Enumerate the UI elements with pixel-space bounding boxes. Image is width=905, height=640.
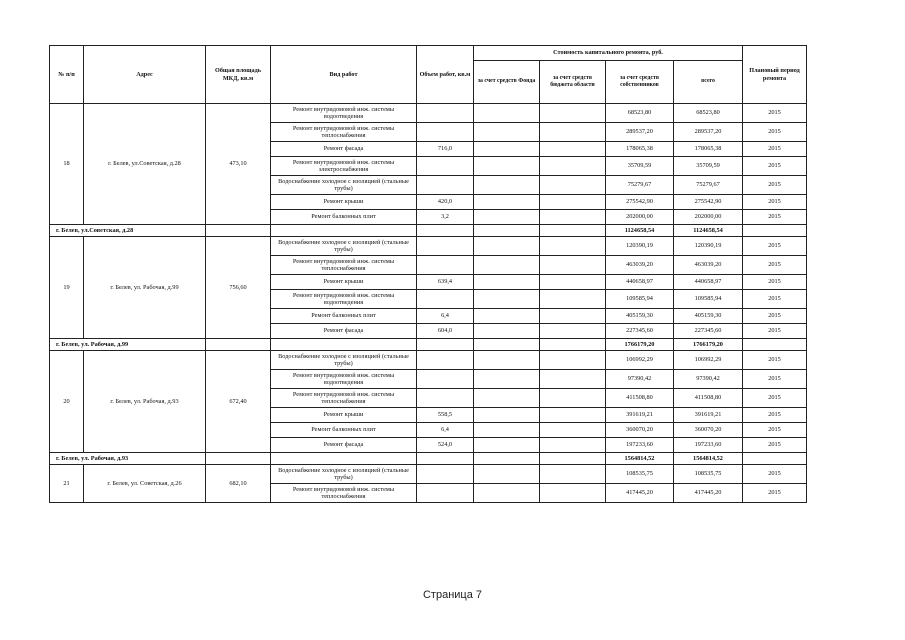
volume-cell <box>417 123 474 142</box>
subtotal-empty <box>474 339 540 351</box>
fund-cell <box>474 195 540 210</box>
subtotal-empty <box>743 225 807 237</box>
subtotal-empty <box>417 339 474 351</box>
total-cell: 197233,60 <box>674 438 743 453</box>
address-cell: г. Белев, ул. Рабочая, д.93 <box>84 351 206 453</box>
fund-cell <box>474 423 540 438</box>
owners-cell: 35709,59 <box>606 157 674 176</box>
budget-cell <box>540 408 606 423</box>
period-cell: 2015 <box>743 351 807 370</box>
owners-cell: 202000,00 <box>606 210 674 225</box>
table-row <box>50 237 807 256</box>
header-volume: Объем работ, кв.м <box>417 46 474 104</box>
volume-cell: 604,0 <box>417 324 474 339</box>
fund-cell <box>474 408 540 423</box>
period-cell: 2015 <box>743 423 807 438</box>
total-cell: 120390,19 <box>674 237 743 256</box>
volume-cell: 639,4 <box>417 275 474 290</box>
header-fund: за счет средств Фонда <box>474 61 540 104</box>
subtotal-row <box>50 339 807 351</box>
address-cell: г. Белев, ул.Советская, д.28 <box>84 104 206 225</box>
owners-cell: 440658,97 <box>606 275 674 290</box>
budget-cell <box>540 176 606 195</box>
total-cell: 463039,20 <box>674 256 743 275</box>
owners-cell: 106992,29 <box>606 351 674 370</box>
work-type-cell: Ремонт внутридомовой инж. системы водоотведения <box>271 370 417 389</box>
total-cell: 75279,67 <box>674 176 743 195</box>
period-cell: 2015 <box>743 290 807 309</box>
document-page <box>49 45 806 503</box>
fund-cell <box>474 484 540 503</box>
budget-cell <box>540 389 606 408</box>
period-cell: 2015 <box>743 324 807 339</box>
owners-cell: 108535,75 <box>606 465 674 484</box>
owners-cell: 178065,38 <box>606 142 674 157</box>
budget-cell <box>540 438 606 453</box>
work-type-cell: Ремонт внутридомовой инж. системы теплоснабжения <box>271 123 417 142</box>
subtotal-row <box>50 453 807 465</box>
work-type-cell: Ремонт внутридомовой инж. системы водоотведения <box>271 104 417 123</box>
work-type-cell: Ремонт крыши <box>271 195 417 210</box>
volume-cell <box>417 157 474 176</box>
repair-cost-table <box>49 45 807 503</box>
owners-cell: 360070,20 <box>606 423 674 438</box>
owners-cell: 405159,30 <box>606 309 674 324</box>
subtotal-empty <box>540 453 606 465</box>
work-type-cell: Водоснабжение холодное с изоляцией (стальные трубы) <box>271 176 417 195</box>
total-cell: 440658,97 <box>674 275 743 290</box>
work-type-cell: Ремонт балконных плит <box>271 210 417 225</box>
subtotal-empty <box>417 453 474 465</box>
period-cell: 2015 <box>743 237 807 256</box>
fund-cell <box>474 290 540 309</box>
subtotal-empty <box>206 339 271 351</box>
budget-cell <box>540 142 606 157</box>
area-cell: 756,60 <box>206 237 271 339</box>
owners-cell: 391619,21 <box>606 408 674 423</box>
work-type-cell: Водоснабжение холодное с изоляцией (стальные трубы) <box>271 351 417 370</box>
header-budget: за счет средств бюджета области <box>540 61 606 104</box>
fund-cell <box>474 370 540 389</box>
volume-cell <box>417 389 474 408</box>
volume-cell: 420,0 <box>417 195 474 210</box>
fund-cell <box>474 237 540 256</box>
header-total: всего <box>674 61 743 104</box>
fund-cell <box>474 176 540 195</box>
volume-cell <box>417 484 474 503</box>
volume-cell <box>417 370 474 389</box>
volume-cell <box>417 256 474 275</box>
total-cell: 108535,75 <box>674 465 743 484</box>
volume-cell <box>417 465 474 484</box>
owners-cell: 75279,67 <box>606 176 674 195</box>
work-type-cell: Ремонт внутридомовой инж. системы теплоснабжения <box>271 389 417 408</box>
volume-cell <box>417 351 474 370</box>
subtotal-empty <box>743 453 807 465</box>
period-cell: 2015 <box>743 309 807 324</box>
period-cell: 2015 <box>743 408 807 423</box>
total-cell: 405159,30 <box>674 309 743 324</box>
total-cell: 275542,90 <box>674 195 743 210</box>
subtotal-empty <box>417 225 474 237</box>
budget-cell <box>540 256 606 275</box>
total-cell: 35709,59 <box>674 157 743 176</box>
work-type-cell: Ремонт внутридомовой инж. системы электроснабжения <box>271 157 417 176</box>
subtotal-owners: 1766179,20 <box>606 339 674 351</box>
subtotal-empty <box>271 339 417 351</box>
fund-cell <box>474 275 540 290</box>
fund-cell <box>474 142 540 157</box>
total-cell: 227345,60 <box>674 324 743 339</box>
period-cell: 2015 <box>743 210 807 225</box>
fund-cell <box>474 210 540 225</box>
subtotal-address: г. Белев, ул. Рабочая, д.93 <box>50 453 206 465</box>
work-type-cell: Ремонт внутридомовой инж. системы водоотведения <box>271 290 417 309</box>
owners-cell: 227345,60 <box>606 324 674 339</box>
table-row <box>50 351 807 370</box>
area-cell: 473,10 <box>206 104 271 225</box>
work-type-cell: Ремонт фасада <box>271 142 417 157</box>
area-cell: 672,40 <box>206 351 271 453</box>
total-cell: 109585,94 <box>674 290 743 309</box>
total-cell: 360070,20 <box>674 423 743 438</box>
volume-cell <box>417 176 474 195</box>
subtotal-empty <box>206 453 271 465</box>
period-cell: 2015 <box>743 256 807 275</box>
budget-cell <box>540 275 606 290</box>
subtotal-empty <box>474 225 540 237</box>
work-type-cell: Ремонт внутридомовой инж. системы теплоснабжения <box>271 484 417 503</box>
volume-cell <box>417 104 474 123</box>
header-address: Адрес <box>84 46 206 104</box>
budget-cell <box>540 484 606 503</box>
header-cost-group: Стоимость капитального ремонта, руб. <box>474 46 743 61</box>
subtotal-address: г. Белев, ул.Советская, д.28 <box>50 225 206 237</box>
header-num: № п/п <box>50 46 84 104</box>
budget-cell <box>540 157 606 176</box>
volume-cell: 6,4 <box>417 423 474 438</box>
total-cell: 411508,80 <box>674 389 743 408</box>
total-cell: 97390,42 <box>674 370 743 389</box>
work-type-cell: Ремонт фасада <box>271 438 417 453</box>
budget-cell <box>540 290 606 309</box>
budget-cell <box>540 370 606 389</box>
subtotal-empty <box>743 339 807 351</box>
subtotal-empty <box>271 453 417 465</box>
owners-cell: 120390,19 <box>606 237 674 256</box>
subtotal-empty <box>540 225 606 237</box>
fund-cell <box>474 104 540 123</box>
subtotal-empty <box>271 225 417 237</box>
subtotal-total: 1766179,20 <box>674 339 743 351</box>
subtotal-owners: 1564814,52 <box>606 453 674 465</box>
subtotal-row <box>50 225 807 237</box>
fund-cell <box>474 123 540 142</box>
total-cell: 68523,80 <box>674 104 743 123</box>
budget-cell <box>540 104 606 123</box>
volume-cell: 524,0 <box>417 438 474 453</box>
work-type-cell: Ремонт крыши <box>271 275 417 290</box>
subtotal-empty <box>206 225 271 237</box>
total-cell: 106992,29 <box>674 351 743 370</box>
row-number: 19 <box>50 237 84 339</box>
total-cell: 391619,21 <box>674 408 743 423</box>
budget-cell <box>540 309 606 324</box>
subtotal-empty <box>540 339 606 351</box>
subtotal-total: 1124658,54 <box>674 225 743 237</box>
total-cell: 289537,20 <box>674 123 743 142</box>
fund-cell <box>474 351 540 370</box>
work-type-cell: Ремонт крыши <box>271 408 417 423</box>
subtotal-owners: 1124658,54 <box>606 225 674 237</box>
fund-cell <box>474 389 540 408</box>
total-cell: 178065,38 <box>674 142 743 157</box>
work-type-cell: Ремонт балконных плит <box>271 423 417 438</box>
period-cell: 2015 <box>743 465 807 484</box>
fund-cell <box>474 256 540 275</box>
work-type-cell: Ремонт балконных плит <box>271 309 417 324</box>
owners-cell: 289537,20 <box>606 123 674 142</box>
budget-cell <box>540 237 606 256</box>
owners-cell: 97390,42 <box>606 370 674 389</box>
table-row <box>50 465 807 484</box>
period-cell: 2015 <box>743 104 807 123</box>
subtotal-empty <box>474 453 540 465</box>
period-cell: 2015 <box>743 142 807 157</box>
budget-cell <box>540 210 606 225</box>
owners-cell: 417445,20 <box>606 484 674 503</box>
fund-cell <box>474 157 540 176</box>
budget-cell <box>540 123 606 142</box>
budget-cell <box>540 465 606 484</box>
period-cell: 2015 <box>743 275 807 290</box>
fund-cell <box>474 465 540 484</box>
table-body <box>50 104 807 503</box>
fund-cell <box>474 324 540 339</box>
header-area: Общая площадь МКД, кв.м <box>206 46 271 104</box>
address-cell: г. Белев, ул. Советская, д.26 <box>84 465 206 503</box>
total-cell: 417445,20 <box>674 484 743 503</box>
budget-cell <box>540 195 606 210</box>
total-cell: 202000,00 <box>674 210 743 225</box>
budget-cell <box>540 324 606 339</box>
owners-cell: 275542,90 <box>606 195 674 210</box>
period-cell: 2015 <box>743 176 807 195</box>
owners-cell: 68523,80 <box>606 104 674 123</box>
work-type-cell: Ремонт внутридомовой инж. системы теплоснабжения <box>271 256 417 275</box>
period-cell: 2015 <box>743 370 807 389</box>
period-cell: 2015 <box>743 389 807 408</box>
table-row <box>50 104 807 123</box>
work-type-cell: Ремонт фасада <box>271 324 417 339</box>
row-number: 20 <box>50 351 84 453</box>
volume-cell <box>417 290 474 309</box>
owners-cell: 109585,94 <box>606 290 674 309</box>
budget-cell <box>540 351 606 370</box>
address-cell: г. Белев, ул. Рабочая, д.99 <box>84 237 206 339</box>
period-cell: 2015 <box>743 157 807 176</box>
budget-cell <box>540 423 606 438</box>
volume-cell <box>417 237 474 256</box>
period-cell: 2015 <box>743 438 807 453</box>
row-number: 21 <box>50 465 84 503</box>
volume-cell: 558,5 <box>417 408 474 423</box>
page-number: Страница 7 <box>422 589 483 601</box>
volume-cell: 6,4 <box>417 309 474 324</box>
period-cell: 2015 <box>743 484 807 503</box>
header-owners: за счет средств собственников <box>606 61 674 104</box>
header-work: Вид работ <box>271 46 417 104</box>
fund-cell <box>474 309 540 324</box>
owners-cell: 463039,20 <box>606 256 674 275</box>
work-type-cell: Водоснабжение холодное с изоляцией (стальные трубы) <box>271 237 417 256</box>
row-number: 18 <box>50 104 84 225</box>
volume-cell: 716,0 <box>417 142 474 157</box>
fund-cell <box>474 438 540 453</box>
owners-cell: 411508,80 <box>606 389 674 408</box>
header-period: Плановый период ремонта <box>743 46 807 104</box>
work-type-cell: Водоснабжение холодное с изоляцией (стальные трубы) <box>271 465 417 484</box>
period-cell: 2015 <box>743 123 807 142</box>
subtotal-address: г. Белев, ул. Рабочая, д.99 <box>50 339 206 351</box>
period-cell: 2015 <box>743 195 807 210</box>
volume-cell: 3,2 <box>417 210 474 225</box>
subtotal-total: 1564814,52 <box>674 453 743 465</box>
owners-cell: 197233,60 <box>606 438 674 453</box>
area-cell: 682,10 <box>206 465 271 503</box>
